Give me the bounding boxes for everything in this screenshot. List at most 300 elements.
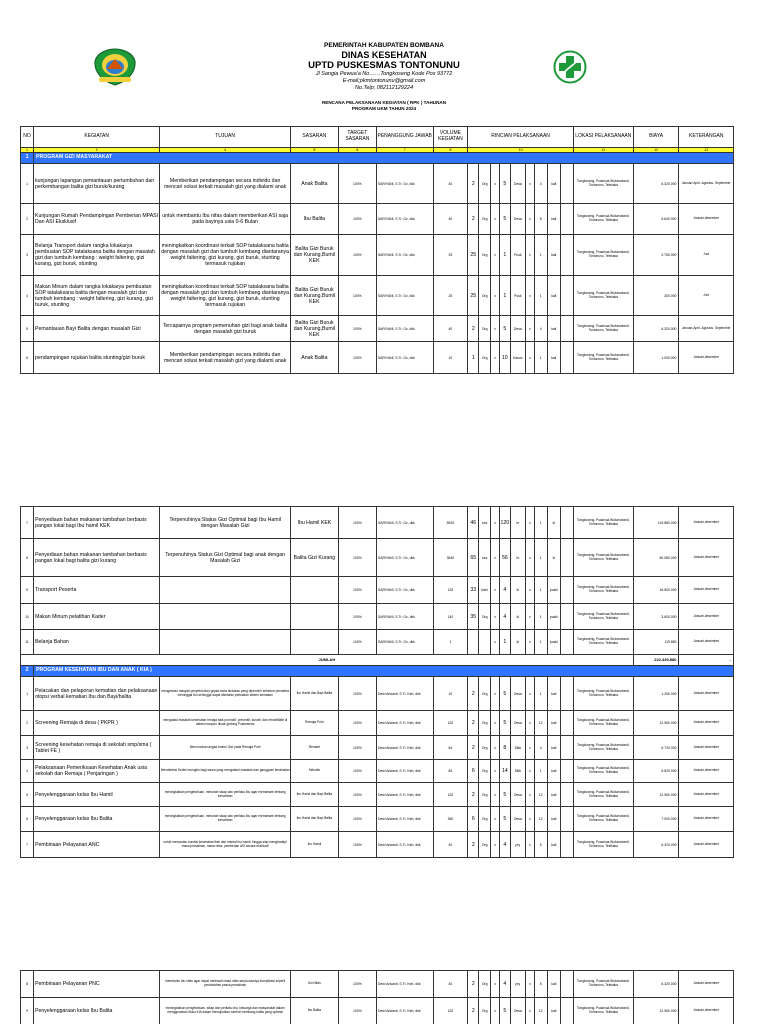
row-number: 5 bbox=[21, 783, 34, 807]
target-cell: 100% bbox=[338, 711, 376, 736]
tujuan-cell bbox=[160, 630, 291, 655]
multiply-sign: x bbox=[525, 276, 534, 316]
multiply-sign: x bbox=[526, 630, 535, 655]
multiply-sign: x bbox=[526, 507, 535, 539]
rincian-qty2: 4 bbox=[499, 832, 510, 858]
address: Jl Sangia Pewua'a No……Tongkoseng Kode Pos 93772 bbox=[315, 71, 453, 77]
kegiatan-cell: Screening kesehatan remaja di sekolah smp/sma ( Tablet FE ) bbox=[34, 736, 160, 760]
row-number: 3 bbox=[21, 235, 34, 276]
col-number: 12 bbox=[633, 148, 679, 153]
empty-cell bbox=[560, 276, 573, 316]
empty-cell bbox=[560, 998, 573, 1024]
rincian-unit3: kali bbox=[547, 760, 560, 783]
gizi-rows-part1 bbox=[21, 164, 734, 374]
multiply-sign: x bbox=[491, 760, 500, 783]
keterangan-cell: Januari-desember bbox=[679, 539, 734, 577]
rincian-qty2: 56 bbox=[499, 539, 510, 577]
table-row bbox=[21, 630, 734, 655]
target-cell: 100% bbox=[338, 507, 376, 539]
puskesmas-name: UPTD PUSKESMAS TONTONUNU bbox=[308, 60, 460, 71]
jumlah-ket: - bbox=[679, 655, 734, 666]
empty-cell bbox=[560, 971, 573, 998]
biaya-cell: 2.750.000 bbox=[633, 235, 679, 276]
multiply-sign: x bbox=[491, 998, 500, 1024]
multiply-sign: x bbox=[491, 807, 500, 832]
penanggung-jawab-cell: SARIYANI, S.Tr. Gz, dkk bbox=[376, 164, 433, 204]
rincian-qty2: 1 bbox=[499, 235, 510, 276]
rincian-qty1: 2 bbox=[468, 832, 479, 858]
rincian-unit2: Sklh bbox=[510, 760, 525, 783]
rincian-unit1: Org bbox=[479, 760, 491, 783]
table-row bbox=[21, 760, 734, 783]
table-row bbox=[21, 783, 734, 807]
rincian-qty1: 2 bbox=[468, 677, 479, 711]
biaya-cell: 300.000 bbox=[633, 276, 679, 316]
keterangan-cell: Januari-April- Agustus- September bbox=[679, 164, 734, 204]
multiply-sign: x bbox=[526, 677, 535, 711]
tujuan-cell: meningkatkan koordinasi terkait SOP tatalaksana balita dengan masalah gizi dan tumbuh kembang diantaranya weight faltering, gizi kurang, gizi buruk, stunting termasuk rujukan bbox=[160, 276, 291, 316]
target-cell: 100% bbox=[338, 736, 376, 760]
multiply-sign: x bbox=[491, 736, 500, 760]
rincian-qty3: 1 bbox=[534, 577, 547, 604]
kegiatan-cell: Penyelenggaraan kelas Ibu Balita bbox=[34, 807, 160, 832]
col-header-sasaran: SASARAN bbox=[290, 127, 338, 148]
rincian-qty1: 2 bbox=[468, 736, 479, 760]
kegiatan-cell: Belanja Transport dalam rangka lokakarya pembuatan SOP tatalaksana balita dengan masalah gizi dan tumbuh kembang : weight faltering, gizi kurang, gizi buruk, stunting bbox=[34, 235, 160, 276]
table-row bbox=[21, 832, 734, 858]
rincian-qty1: 2 bbox=[468, 711, 479, 736]
rincian-qty3: 1 bbox=[534, 235, 547, 276]
rincian-qty3: 12 bbox=[534, 998, 547, 1024]
sasaran-cell: Remaht bbox=[290, 736, 338, 760]
empty-cell bbox=[560, 677, 573, 711]
lokasi-cell: Tongkoseng, Puasinua,Wulumatondi, Tontonunu, Telekaka bbox=[573, 316, 633, 342]
rincian-qty3: 1 bbox=[534, 604, 547, 630]
tujuan-cell: Terpenuhinya Status Gizi Optimal bagi anak dengan Masalah Gizi bbox=[160, 539, 291, 577]
multiply-sign: x bbox=[491, 604, 500, 630]
tujuan-cell bbox=[160, 577, 291, 604]
rincian-unit3: kali bbox=[547, 316, 560, 342]
rincian-unit3: kali bbox=[547, 807, 560, 832]
rpk-table-page1 bbox=[20, 126, 734, 374]
empty-cell bbox=[560, 204, 573, 235]
penanggung-jawab-cell: Dewi Arisanti, S.Tr. Keb, dkk bbox=[376, 807, 433, 832]
rincian-qty1: 25 bbox=[468, 276, 479, 316]
target-cell: 100% bbox=[338, 342, 376, 374]
kia-rows-part1 bbox=[21, 677, 734, 858]
rincian-unit3: kali bbox=[547, 204, 560, 235]
rincian-unit2: Desa bbox=[510, 316, 525, 342]
table-row bbox=[21, 677, 734, 711]
lokasi-cell: Tongkoseng, Puasinua,Wulumatondi, Tontonunu, Telekaka bbox=[573, 204, 633, 235]
kegiatan-cell: kunjungan lapangan pemantauan pertumbuhan dan perkembangan balita gizi buruk/kurang bbox=[34, 164, 160, 204]
kegiatan-cell: Kunjungan Rumah Pendampingan Pemberian MPASI Dan ASI Eksklusif bbox=[34, 204, 160, 235]
rincian-unit3: kl bbox=[547, 539, 560, 577]
volume-cell: 132 bbox=[433, 577, 468, 604]
rincian-qty2: 5 bbox=[499, 783, 510, 807]
biaya-cell: 6.820.000 bbox=[633, 760, 679, 783]
col-number: 4 bbox=[160, 148, 291, 153]
col-header-no: NO bbox=[21, 127, 34, 148]
sasaran-cell: Balita Gizi Buruk dan Kurang,Bumil KEK bbox=[290, 276, 338, 316]
multiply-sign: x bbox=[526, 832, 535, 858]
sasaran-cell bbox=[290, 577, 338, 604]
target-cell: 100% bbox=[338, 783, 376, 807]
kegiatan-cell: Pemantauan Bayi Balita dengan masalah Gizi bbox=[34, 316, 160, 342]
rincian-qty3: 5 bbox=[534, 971, 547, 998]
tujuan-cell: Memberikan pendampingan secara individu dan mencari solusi terkait masalah gizi yang dialami anak bbox=[160, 164, 291, 204]
lokasi-cell: Tongkoseng, Puasinua,Wulumatondi, Tontonunu, Telekaka bbox=[573, 807, 633, 832]
table-row bbox=[21, 736, 734, 760]
sasaran-cell: Balita Gizi Buruk dan Kurang,Bumil KEK bbox=[290, 235, 338, 276]
kegiatan-cell: Belanja Bahan bbox=[34, 630, 160, 655]
table-row bbox=[21, 316, 734, 342]
col-number: 12 bbox=[679, 148, 734, 153]
rincian-unit3: kali bbox=[547, 998, 560, 1024]
rincian-qty3: 1 bbox=[534, 276, 547, 316]
row-number: 4 bbox=[21, 760, 34, 783]
multiply-sign: x bbox=[491, 164, 500, 204]
multiply-sign: x bbox=[491, 577, 500, 604]
lokasi-cell: Tongkoseng, Puasinua,Wulumatondi, Tontonunu, Telekaka bbox=[573, 539, 633, 577]
penanggung-jawab-cell: Dewi Arisanti, S.Tr. Keb, dkk bbox=[376, 760, 433, 783]
multiply-sign: x bbox=[491, 342, 500, 374]
volume-cell: 10 bbox=[433, 342, 468, 374]
row-number: 11 bbox=[21, 630, 34, 655]
section-title: PROGRAM GIZI MASYARAKAT bbox=[34, 153, 734, 164]
kegiatan-cell: Makan Minum pelatihan Kader bbox=[34, 604, 160, 630]
col-number: 8 bbox=[433, 148, 468, 153]
rincian-unit1: kss bbox=[479, 507, 491, 539]
rincian-qty1: 2 bbox=[468, 998, 479, 1024]
row-number: 9 bbox=[21, 577, 34, 604]
empty-cell bbox=[560, 736, 573, 760]
keterangan-cell: Januari-desember bbox=[679, 760, 734, 783]
penanggung-jawab-cell: Dewi Arisanti, S.Tr. Keb, dkk bbox=[376, 971, 433, 998]
tujuan-cell: meningkatkan pengetahuan, merubah sikap dan perilaku ibu agar memahami tentang kehamilan bbox=[160, 807, 291, 832]
rincian-unit2: Desa bbox=[510, 783, 525, 807]
rincian-unit1: Org bbox=[479, 164, 491, 204]
col-header-kegiatan: KEGIATAN bbox=[34, 127, 160, 148]
row-number: 1 bbox=[21, 677, 34, 711]
tujuan-cell: Menurunkan angka Anemi Gizi pada Remaja Putri bbox=[160, 736, 291, 760]
target-cell: 100% bbox=[338, 971, 376, 998]
kegiatan-cell: pendampingan rujukan balita stunting/gizi buruk bbox=[34, 342, 160, 374]
penanggung-jawab-cell: SARIYANI, S.Tr. Gz, dkk bbox=[376, 507, 433, 539]
sasaran-cell bbox=[290, 604, 338, 630]
biaya-cell: 6.320.000 bbox=[633, 316, 679, 342]
rincian-unit3: kali bbox=[547, 971, 560, 998]
row-number: 8 bbox=[21, 971, 34, 998]
sasaran-cell: Ibu Hamil bbox=[290, 832, 338, 858]
biaya-cell: 16.500.000 bbox=[633, 577, 679, 604]
col-header-pj: PENANGGUNG JAWAB bbox=[376, 127, 433, 148]
target-cell: 100% bbox=[338, 577, 376, 604]
volume-cell: 5520 bbox=[433, 507, 468, 539]
row-number: 4 bbox=[21, 276, 34, 316]
target-cell: 100% bbox=[338, 832, 376, 858]
lokasi-cell: Tongkoseng, Puasinua,Wulumatondi, Tontonunu, Telekaka bbox=[573, 276, 633, 316]
rincian-unit3: kl bbox=[547, 507, 560, 539]
keterangan-cell: Januari-desember bbox=[679, 630, 734, 655]
empty-cell bbox=[560, 577, 573, 604]
table-row bbox=[21, 342, 734, 374]
multiply-sign: x bbox=[525, 235, 534, 276]
rincian-unit2: hr bbox=[510, 539, 525, 577]
rincian-qty2: 5 bbox=[499, 164, 510, 204]
keterangan-cell: Juni bbox=[679, 276, 734, 316]
empty-cell bbox=[560, 604, 573, 630]
rincian-qty1: 2 bbox=[468, 316, 479, 342]
rpk-table-page3 bbox=[20, 970, 734, 1024]
rincian-unit1: Org bbox=[479, 235, 491, 276]
volume-cell: 120 bbox=[433, 711, 468, 736]
penanggung-jawab-cell: SARIYANI, S.Tr. Gz, dkk bbox=[376, 316, 433, 342]
row-number: 2 bbox=[21, 204, 34, 235]
rincian-unit2: Pusk bbox=[510, 235, 525, 276]
penanggung-jawab-cell: SARIYANI, S.Tr. Gz, dkk bbox=[376, 539, 433, 577]
rincian-unit1: kss bbox=[479, 539, 491, 577]
biaya-cell: 6.320.000 bbox=[633, 971, 679, 998]
rincian-unit1: Org bbox=[479, 832, 491, 858]
kegiatan-cell: Screening Remaja di desa ( PKPR ) bbox=[34, 711, 160, 736]
jumlah-label: JUMLAH bbox=[21, 655, 634, 666]
table-row bbox=[21, 235, 734, 276]
table-row bbox=[21, 276, 734, 316]
col-header-biaya: BIAYA bbox=[633, 127, 679, 148]
row-number: 5 bbox=[21, 316, 34, 342]
kegiatan-cell: Penyelenggaraan kelas Ibu Balita bbox=[34, 998, 160, 1024]
rincian-qty2: 5 bbox=[499, 204, 510, 235]
tujuan-cell: mengetahui masyali penyebit atau gejala serta tindakan yang diperoleh sebelum penderita meninggal Ibu sehingga dapat diketahui perbaikan sistem kematian bbox=[160, 677, 291, 711]
target-cell: 100% bbox=[338, 998, 376, 1024]
jumlah-biaya: 222.439.880 bbox=[633, 655, 679, 666]
kegiatan-cell: Pembinaan Pelayanan ANC bbox=[34, 832, 160, 858]
rincian-unit2: Desa bbox=[510, 998, 525, 1024]
gizi-rows-part2 bbox=[21, 507, 734, 655]
rincian-unit1: Org bbox=[479, 342, 491, 374]
keterangan-cell: Januari-desember bbox=[679, 204, 734, 235]
multiply-sign: x bbox=[526, 577, 535, 604]
empty-cell bbox=[560, 711, 573, 736]
sasaran-cell: Anak Balita bbox=[290, 164, 338, 204]
rincian-qty2: 5 bbox=[499, 711, 510, 736]
plan-title-line2: PROGRAM UKM TAHUN 2024 bbox=[351, 106, 417, 111]
rincian-unit3: kali bbox=[547, 736, 560, 760]
volume-cell: 360 bbox=[433, 807, 468, 832]
target-cell: 100% bbox=[338, 604, 376, 630]
rincian-qty1 bbox=[468, 630, 479, 655]
tujuan-cell: membantu ibu nifas agar dapat melewati masa nifas tanpa adanya komplikasi seperti pendarahan pasca persalinan bbox=[160, 971, 291, 998]
volume-cell: 40 bbox=[433, 971, 468, 998]
volume-cell: 120 bbox=[433, 998, 468, 1024]
keterangan-cell: Januari-desember bbox=[679, 577, 734, 604]
rincian-unit1: Org bbox=[479, 604, 491, 630]
keterangan-cell: Januari-desember bbox=[679, 677, 734, 711]
tujuan-cell: meningkatkan pengetahuan, merubah sikap dan perilaku ibu agar memahami tentang kehamilan bbox=[160, 783, 291, 807]
biaya-cell: 12.960.000 bbox=[633, 711, 679, 736]
rincian-unit3: kali bbox=[547, 276, 560, 316]
health-cross-logo-icon bbox=[553, 50, 587, 84]
multiply-sign: x bbox=[491, 677, 500, 711]
target-cell: 100% bbox=[338, 760, 376, 783]
penanggung-jawab-cell: Dewi Arisanti, S.Tr. Keb, dkk bbox=[376, 711, 433, 736]
sasaran-cell: Sekolah bbox=[290, 760, 338, 783]
rincian-unit2: Desa bbox=[510, 807, 525, 832]
rincian-unit3: kali bbox=[547, 711, 560, 736]
rincian-qty3: 8 bbox=[534, 204, 547, 235]
lokasi-cell: Tongkoseng, Puasinua,Wulumatondi, Tontonunu, Telekaka bbox=[573, 342, 633, 374]
volume-cell: 40 bbox=[433, 832, 468, 858]
rincian-unit3: kali bbox=[547, 164, 560, 204]
rincian-unit1: Org bbox=[479, 783, 491, 807]
keterangan-cell: Januari-desember bbox=[679, 971, 734, 998]
lokasi-cell: Tongkoseng, Puasinua,Wulumatondi, Tontonunu, Telekaka bbox=[573, 760, 633, 783]
rincian-unit1: Org bbox=[479, 971, 491, 998]
sasaran-cell: Ibu Nifas bbox=[290, 971, 338, 998]
keterangan-cell: Januari-desember bbox=[679, 604, 734, 630]
table-row bbox=[21, 998, 734, 1024]
sasaran-cell: Ibu Balita bbox=[290, 204, 338, 235]
row-number: 6 bbox=[21, 342, 34, 374]
multiply-sign: x bbox=[526, 539, 535, 577]
rincian-unit1: Org bbox=[479, 677, 491, 711]
row-number: 3 bbox=[21, 736, 34, 760]
keterangan-cell: Januari-desember bbox=[679, 711, 734, 736]
target-cell: 100% bbox=[338, 204, 376, 235]
volume-cell: 120 bbox=[433, 783, 468, 807]
col-header-lokasi: LOKASI PELAKSANAAN bbox=[573, 127, 633, 148]
rincian-unit1: Org bbox=[479, 276, 491, 316]
rincian-qty2: 10 bbox=[499, 342, 510, 374]
rincian-qty3: 1 bbox=[534, 539, 547, 577]
rincian-qty1: 35 bbox=[468, 604, 479, 630]
table-header-row bbox=[21, 127, 734, 148]
multiply-sign: x bbox=[491, 235, 500, 276]
table-row bbox=[21, 204, 734, 235]
rincian-qty3: 5 bbox=[534, 832, 547, 858]
multiply-sign: x bbox=[526, 998, 535, 1024]
biaya-cell: 119.880.000 bbox=[633, 507, 679, 539]
tujuan-cell: Memberikan pendampingan secara individu dan mencari solusi terkait masalah gizi yang dialami anak bbox=[160, 342, 291, 374]
rincian-qty2: 120 bbox=[499, 507, 510, 539]
target-cell: 100% bbox=[338, 316, 376, 342]
lokasi-cell: Tongkoseng, Puasinua,Wulumatondi, Tontonunu, Telekaka bbox=[573, 711, 633, 736]
table-row bbox=[21, 807, 734, 832]
penanggung-jawab-cell: SARIYANI, S.Tr. Gz, dkk bbox=[376, 204, 433, 235]
kegiatan-cell: Makan Minum dalam rangka lokakarya pembuatan SOP tatalaksana balita dengan masalah gizi dan tumbuh kembang : weight faltering, gizi kurang, gizi buruk, stunting bbox=[34, 276, 160, 316]
target-cell: 100% bbox=[338, 807, 376, 832]
target-cell: 100% bbox=[338, 164, 376, 204]
empty-cell bbox=[560, 760, 573, 783]
multiply-sign: x bbox=[526, 971, 535, 998]
biaya-cell: 6.320.000 bbox=[633, 164, 679, 204]
sasaran-cell: Ibu Balita bbox=[290, 998, 338, 1024]
rincian-unit3: kali bbox=[547, 342, 560, 374]
section-title: PROGRAM KESEHATAN IBU DAN ANAK ( KIA ) bbox=[34, 666, 734, 677]
penanggung-jawab-cell: SARIYANI, S.Tr. Gz, dkk bbox=[376, 342, 433, 374]
multiply-sign: x bbox=[526, 783, 535, 807]
rincian-qty1: 2 bbox=[468, 783, 479, 807]
col-number: 11 bbox=[573, 148, 633, 153]
dinas-name: DINAS KESEHATAN bbox=[341, 50, 427, 60]
multiply-sign: x bbox=[526, 760, 535, 783]
keterangan-cell: Januari-desember bbox=[679, 807, 734, 832]
penanggung-jawab-cell: Dewi Arisanti, S.Tr. Keb, dkk bbox=[376, 783, 433, 807]
keterangan-cell: Januari-April- Agustus- September bbox=[679, 316, 734, 342]
sasaran-cell: Balita Gizi Buruk dan Kurang,Bumil KEK bbox=[290, 316, 338, 342]
rincian-unit1: Org bbox=[479, 711, 491, 736]
sasaran-cell: Remaja Putri bbox=[290, 711, 338, 736]
rincian-qty1: 33 bbox=[468, 577, 479, 604]
tujuan-cell: untuk membantu Ibu nifas dalam memberikan ASI saja pada bayinya usia 0-6 Bulan bbox=[160, 204, 291, 235]
biaya-cell: 12.960.000 bbox=[633, 998, 679, 1024]
jumlah-row bbox=[21, 655, 734, 666]
multiply-sign: x bbox=[525, 342, 534, 374]
target-cell: 100% bbox=[338, 677, 376, 711]
rincian-qty2: 14 bbox=[499, 760, 510, 783]
multiply-sign: x bbox=[491, 971, 500, 998]
keterangan-cell: Januari-desember bbox=[679, 783, 734, 807]
rincian-qty3: 1 bbox=[534, 760, 547, 783]
sasaran-cell: Balita Gizi Kurang bbox=[290, 539, 338, 577]
rincian-unit1: kder bbox=[479, 577, 491, 604]
penanggung-jawab-cell: SARIYANI, S.Tr. Gz, dkk bbox=[376, 630, 433, 655]
kegiatan-cell: Transport Peserta bbox=[34, 577, 160, 604]
rincian-qty3: 12 bbox=[534, 807, 547, 832]
rincian-qty1: 46 bbox=[468, 507, 479, 539]
rincian-unit3: kali bbox=[547, 783, 560, 807]
row-number: 8 bbox=[21, 539, 34, 577]
keterangan-cell: Januari-desember bbox=[679, 832, 734, 858]
row-number: 7 bbox=[21, 507, 34, 539]
tujuan-cell: mengatasi masalah kesehatan remaja baik promotif, preventif, kuratif, dan rehabilitatif di dalam maupun diluar gedung Puskesmas bbox=[160, 711, 291, 736]
multiply-sign: x bbox=[525, 164, 534, 204]
tujuan-cell: meningkatkan pengetahuan, sikap dan perilaku ibu, keluarga dan masyarakat dalam menggunakan Buku KIA dalam mewujudkan tumbuh kembang balita yang optimal bbox=[160, 998, 291, 1024]
lokasi-cell: Tongkoseng, Puasinua,Wulumatondi, Tontonunu, Telekaka bbox=[573, 971, 633, 998]
volume-cell: 25 bbox=[433, 235, 468, 276]
rincian-unit2: pry bbox=[510, 832, 525, 858]
rincian-qty2: 8 bbox=[499, 736, 510, 760]
volume-cell: 64 bbox=[433, 736, 468, 760]
row-number: 2 bbox=[21, 711, 34, 736]
biaya-cell: 3.600.000 bbox=[633, 604, 679, 630]
penanggung-jawab-cell: SARIYANI, S.Tr. Gz, dkk bbox=[376, 577, 433, 604]
penanggung-jawab-cell: Dewi Arisanti, S.Tr. Keb, dkk bbox=[376, 677, 433, 711]
multiply-sign: x bbox=[491, 276, 500, 316]
lokasi-cell: Tongkoseng, Puasinua,Wulumatondi, Tontonunu, Telekaka bbox=[573, 630, 633, 655]
biaya-cell: 80.080.000 bbox=[633, 539, 679, 577]
sasaran-cell: Ibu Hamil dan Bayi Balita bbox=[290, 677, 338, 711]
table-row bbox=[21, 604, 734, 630]
sasaran-cell bbox=[290, 630, 338, 655]
empty-cell bbox=[560, 832, 573, 858]
multiply-sign: x bbox=[525, 316, 534, 342]
rincian-unit2: kl bbox=[510, 577, 525, 604]
empty-cell bbox=[560, 164, 573, 204]
rincian-unit1: Org bbox=[479, 204, 491, 235]
keterangan-cell: Januari-desember bbox=[679, 507, 734, 539]
multiply-sign: x bbox=[491, 204, 500, 235]
col-number: 5 bbox=[290, 148, 338, 153]
letterhead bbox=[0, 0, 768, 124]
tujuan-cell: Tercapainya program pemenuhan gizi bagi anak balita dengan masalah gizi buruk bbox=[160, 316, 291, 342]
rincian-unit3: kali bbox=[547, 235, 560, 276]
rincian-qty2: 4 bbox=[499, 577, 510, 604]
rincian-qty2: 1 bbox=[499, 276, 510, 316]
kegiatan-cell: Penyediaan bahan makanan tambahan berbasis pangan lokal bagi Ibu hamil KEK bbox=[34, 507, 160, 539]
tujuan-cell: Terpenuhinya Status Gizi Optimal bagi Ibu Hamil dengan Masalah Gizi bbox=[160, 507, 291, 539]
